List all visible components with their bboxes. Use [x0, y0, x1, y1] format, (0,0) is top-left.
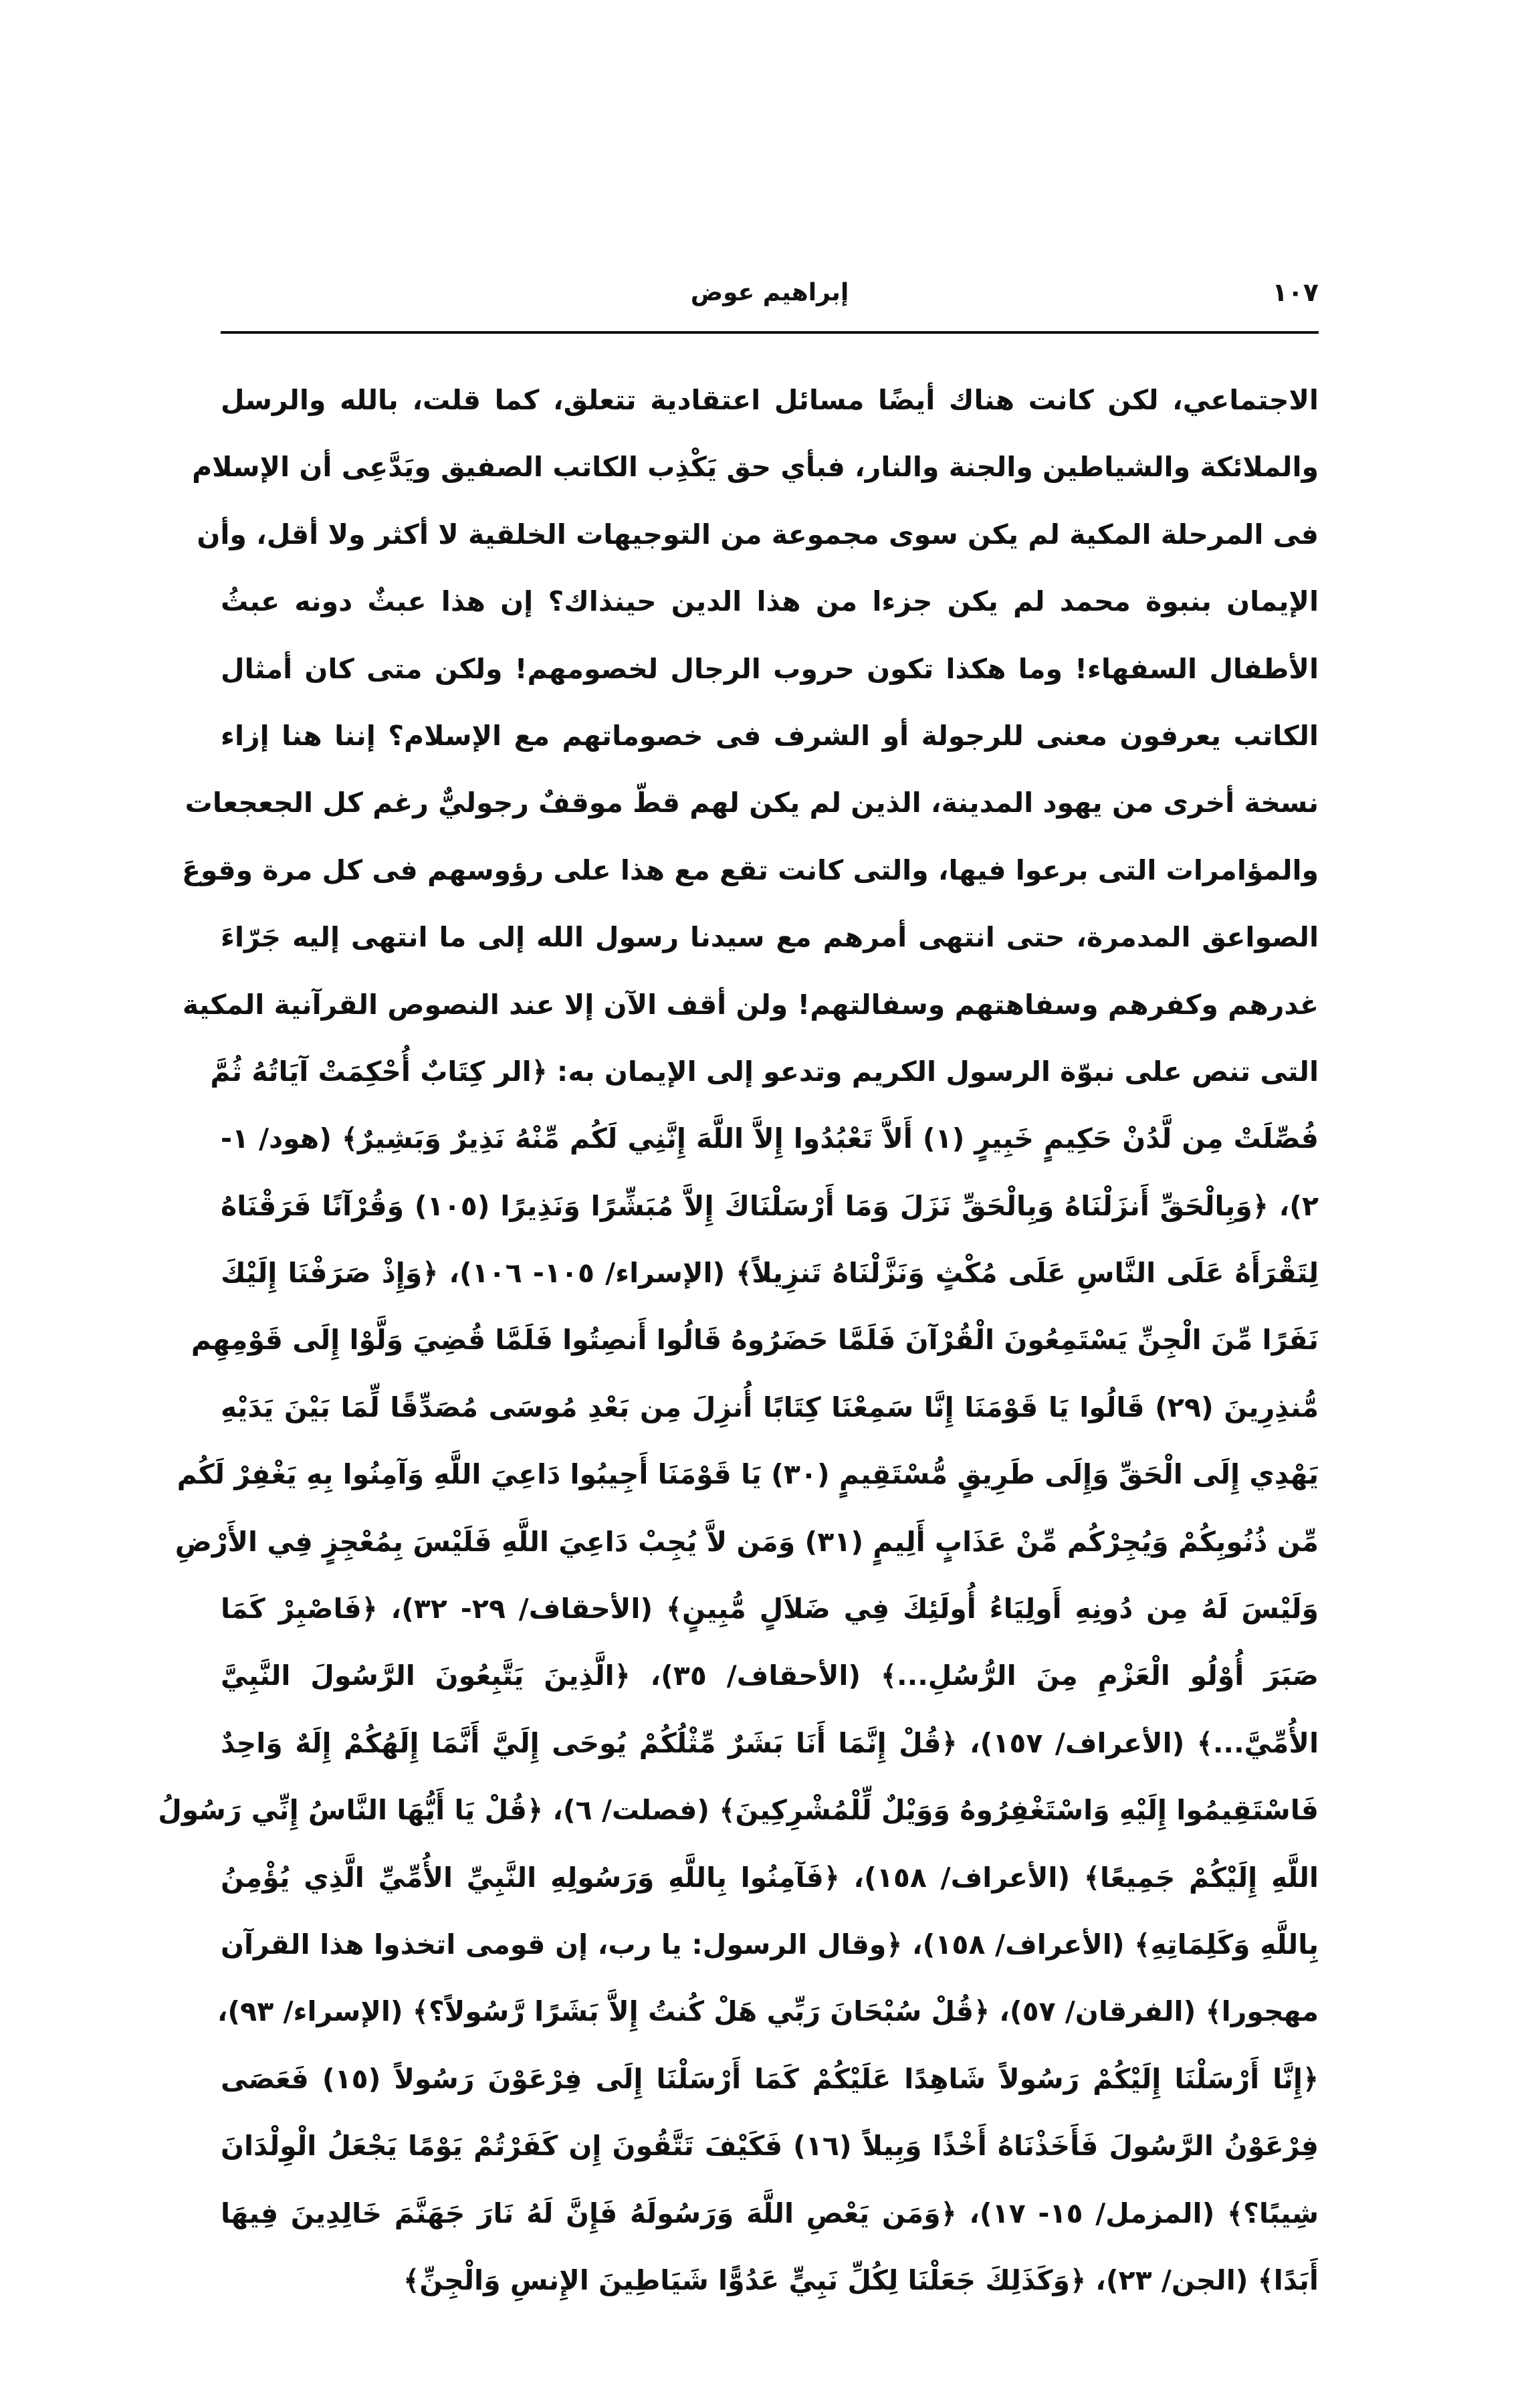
- body-text: [158, 367, 1319, 2314]
- text-line: الصواعق المدمرة، حتى انتهى أمرهم مع سيدنا رسول الله إلى ما انتهى إليه جَرّاءَ: [221, 921, 1319, 954]
- text-line: التى تنص على نبوّة الرسول الكريم وتدعو إلى الإيمان به: ﴿الر كِتَابٌ أُحْكِمَتْ آيَاتُهُ ثُمَّ: [210, 1055, 1319, 1088]
- text-line: ﴿إِنَّا أَرْسَلْنَا إِلَيْكُمْ رَسُولاً شَاهِدًا عَلَيْكُمْ كَمَا أَرْسَلْنَا إِلَى فِرْعَوْنَ رَسُولاً (١٥) فَعَصَى: [221, 2062, 1319, 2095]
- text-line: فى المرحلة المكية لم يكن سوى مجموعة من التوجيهات الخلقية لا أكثر ولا أقل، وأن: [197, 518, 1319, 550]
- text-line: فِرْعَوْنُ الرَّسُولَ فَأَخَذْنَاهُ أَخْذًا وَبِيلاً (١٦) فَكَيْفَ تَتَّقُونَ إِن كَفَرْتُمْ يَوْمًا يَجْعَلُ الْوِلْدَانَ: [221, 2130, 1319, 2163]
- text-line: نَفَرًا مِّنَ الْجِنِّ يَسْتَمِعُونَ الْقُرْآنَ فَلَمَّا حَضَرُوهُ قَالُوا أَنصِتُوا فَلَمَّا قُضِيَ وَلَّوْا إِلَى قَوْمِهِم: [191, 1324, 1319, 1357]
- text-line: وَلَيْسَ لَهُ مِن دُونِهِ أَولِيَاءُ أُولَئِكَ فِي ضَلاَلٍ مُّبِينٍ﴾ (الأحقاف/ ٢٩- ٣٢)، ﴿فَاصْبِرْ كَمَا: [221, 1593, 1319, 1625]
- text-line: الأُمِّيَّ...﴾ (الأعراف/ ١٥٧)، ﴿قُلْ إِنَّمَا أَنَا بَشَرٌ مِّثْلُكُمْ يُوحَى إِلَيَّ أَنَّمَا إِلَهُكُمْ إِلَهٌ وَاحِدٌ: [221, 1726, 1319, 1759]
- text-line: نسخة أخرى من يهود المدينة، الذين لم يكن لهم قطّ موقفٌ رجوليٌّ رغم كل الجعجعات: [185, 787, 1319, 819]
- text-line: مهجورا﴾ (الفرقان/ ٥٧)، ﴿قُلْ سُبْحَانَ رَبِّي هَلْ كُنتُ إِلاَّ بَشَرًا رَّسُولاً؟﴾ (الإسراء/ ٩٣)،: [217, 1995, 1319, 2028]
- text-line: فُصِّلَتْ مِن لَّدُنْ حَكِيمٍ خَبِيرٍ (١) أَلاَّ تَعْبُدُوا إِلاَّ اللَّهَ إِنَّنِي لَكُم مِّنْهُ نَذِيرٌ وَبَشِيرٌ﴾ (هود/ ١-: [221, 1122, 1319, 1155]
- text-line: مِّن ذُنُوبِكُمْ وَيُجِرْكُم مِّنْ عَذَابٍ أَلِيمٍ (٣١) وَمَن لاَّ يُجِبْ دَاعِيَ اللَّهِ فَلَيْسَ بِمُعْجِزٍ فِي الأَرْضِ: [175, 1525, 1319, 1558]
- text-line: الاجتماعي، لكن كانت هناك أيضًا مسائل اعتقادية تتعلق، كما قلت، بالله والرسل: [221, 384, 1319, 416]
- text-line: شِيبًا؟﴾ (المزمل/ ١٥- ١٧)، ﴿وَمَن يَعْصِ اللَّهَ وَرَسُولَهُ فَإِنَّ لَهُ نَارَ جَهَنَّمَ خَالِدِينَ فِيهَا: [221, 2197, 1319, 2229]
- text-line: الأطفال السفهاء! وما هكذا تكون حروب الرجال لخصومهم! ولكن متى كان أمثال: [221, 652, 1319, 685]
- text-line: الكاتب يعرفون معنى للرجولة أو الشرف فى خصوماتهم مع الإسلام؟ إننا هنا إزاء: [221, 719, 1319, 752]
- text-line: مُّنذِرِينَ (٢٩) قَالُوا يَا قَوْمَنَا إِنَّا سَمِعْنَا كِتَابًا أُنزِلَ مِن بَعْدِ مُوسَى مُصَدِّقًا لِّمَا بَيْنَ يَدَيْهِ: [221, 1391, 1319, 1423]
- page-number: ١٠٧: [1272, 278, 1319, 307]
- text-line: والمؤامرات التى برعوا فيها، والتى كانت تقع مع هذا على رؤوسهم فى كل مرة وقوعَ: [182, 854, 1319, 886]
- text-line: الإيمان بنبوة محمد لم يكن جزءا من هذا الدين حينذاك؟ إن هذا عبثٌ دونه عبثُ: [221, 585, 1319, 618]
- text-line: يَهْدِي إِلَى الْحَقِّ وَإِلَى طَرِيقٍ مُّسْتَقِيمٍ (٣٠) يَا قَوْمَنَا أَجِيبُوا دَاعِيَ اللَّهِ وَآمِنُوا بِهِ يَغْفِرْ لَكُم: [177, 1458, 1319, 1491]
- text-line: فَاسْتَقِيمُوا إِلَيْهِ وَاسْتَغْفِرُوهُ وَوَيْلٌ لِّلْمُشْرِكِينَ﴾ (فصلت/ ٦)، ﴿قُلْ يَا أَيُّهَا النَّاسُ إِنِّي رَسُولُ: [158, 1794, 1319, 1827]
- header-divider: [221, 331, 1319, 334]
- page-header: [221, 271, 1319, 324]
- text-line: غدرهم وكفرهم وسفاهتهم وسفالتهم! ولن أقف الآن إلا عند النصوص القرآنية المكية: [182, 988, 1319, 1021]
- text-line: ٢)، ﴿وَبِالْحَقِّ أَنزَلْنَاهُ وَبِالْحَقِّ نَزَلَ وَمَا أَرْسَلْنَاكَ إِلاَّ مُبَشِّرًا وَنَذِيرًا (١٠٥) وَقُرْآنًا فَرَقْنَاهُ: [221, 1189, 1319, 1222]
- text-line: والملائكة والشياطين والجنة والنار، فبأي حق يَكْذِب الكاتب الصفيق ويَدَّعِى أن الإسلام: [192, 451, 1319, 484]
- text-line: اللَّهِ إِلَيْكُمْ جَمِيعًا﴾ (الأعراف/ ١٥٨)، ﴿فَآمِنُوا بِاللَّهِ وَرَسُولِهِ النَّبِيِّ الأُمِّيِّ الَّذِي يُؤْمِنُ: [221, 1861, 1319, 1894]
- text-line-last: أَبَدًا﴾ (الجن/ ٢٣)، ﴿وَكَذَلِكَ جَعَلْنَا لِكُلِّ نَبِيٍّ عَدُوًّا شَيَاطِينَ الإِنسِ وَالْجِنِّ﴾: [403, 2264, 1319, 2296]
- text-line: صَبَرَ أُوْلُو الْعَزْمِ مِنَ الرُّسُلِ...﴾ (الأحقاف/ ٣٥)، ﴿الَّذِينَ يَتَّبِعُونَ الرَّسُولَ النَّبِيَّ: [221, 1660, 1319, 1692]
- running-header-author: إبراهيم عوض: [690, 279, 849, 306]
- text-line: بِاللَّهِ وَكَلِمَاتِهِ﴾ (الأعراف/ ١٥٨)، ﴿وقال الرسول: يا رب، إن قومى اتخذوا هذا القرآن: [221, 1928, 1319, 1961]
- text-line: لِتَقْرَأَهُ عَلَى النَّاسِ عَلَى مُكْثٍ وَنَزَّلْنَاهُ تَنزِيلاً﴾ (الإسراء/ ١٠٥- ١٠٦)، ﴿وَإِذْ صَرَفْنَا إِلَيْكَ: [221, 1257, 1319, 1290]
